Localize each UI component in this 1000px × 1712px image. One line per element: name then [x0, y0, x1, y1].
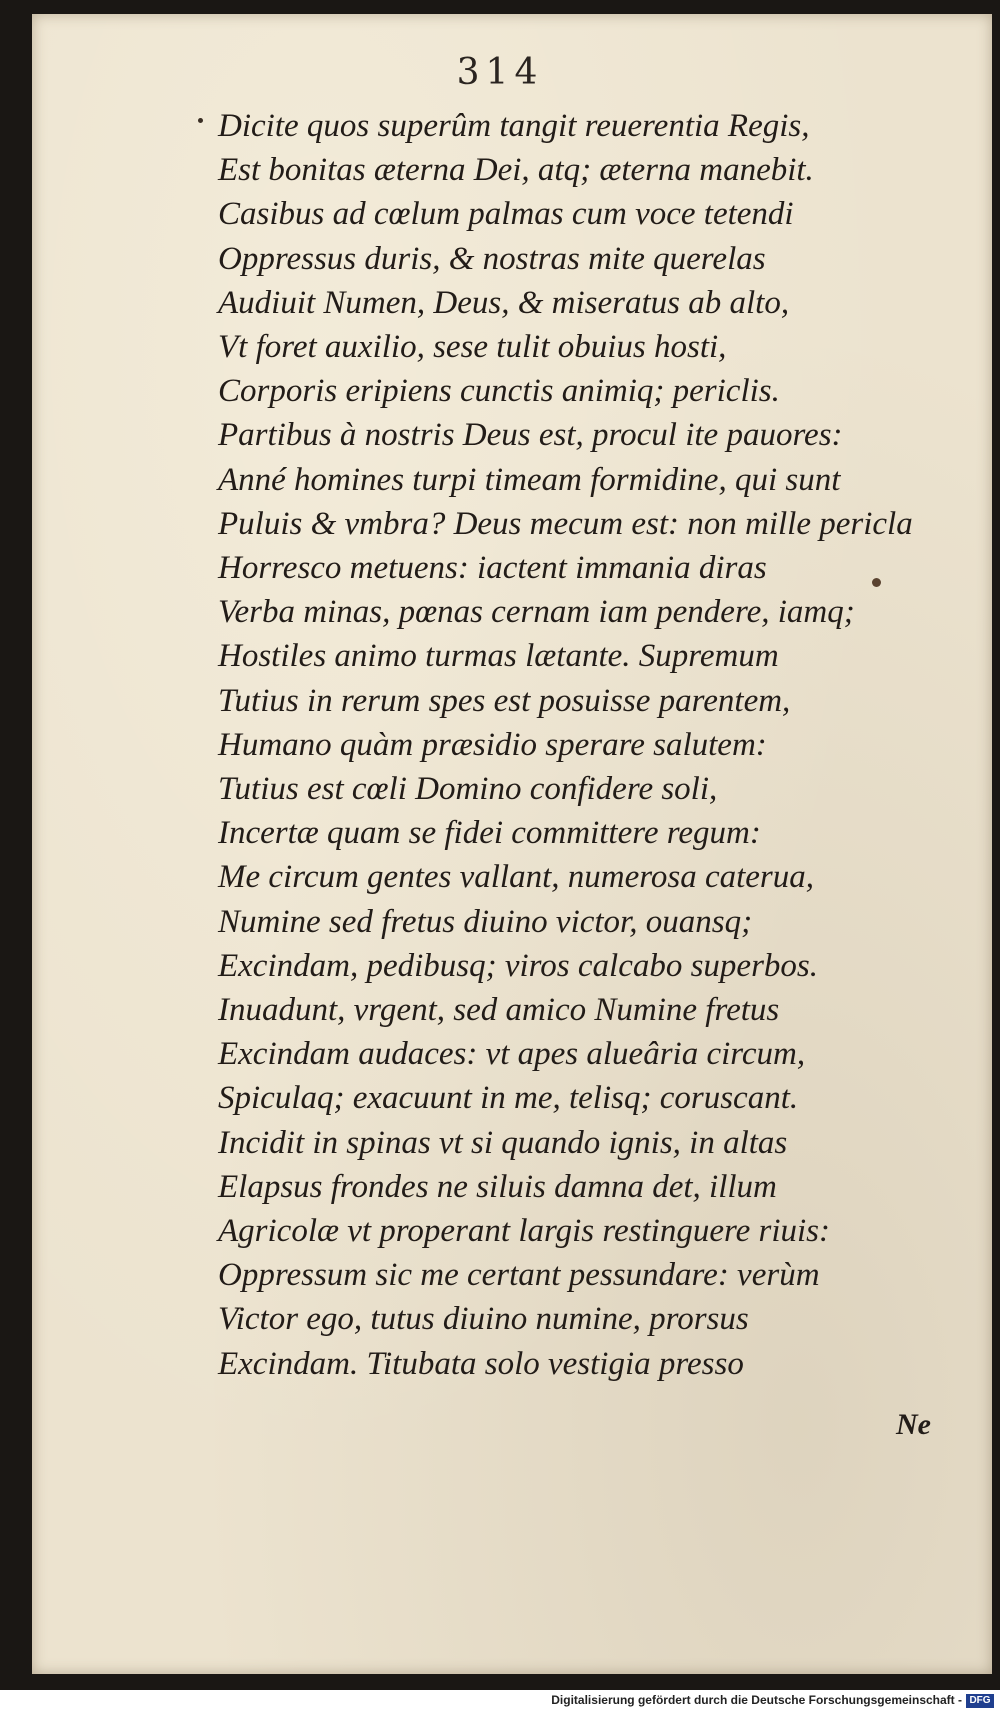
dfg-logo: DFG: [966, 1694, 994, 1708]
verse-line: Puluis & vmbra? Deus mecum est: non mille pericla: [218, 505, 913, 542]
verse-line: Victor ego, tutus diuino numine, prorsus: [218, 1301, 749, 1338]
verse-line: Est bonitas æterna Dei, atq; æterna manebit.: [218, 152, 814, 189]
verse-line: Oppressus duris, & nostras mite querelas: [218, 240, 766, 277]
verse-line: Incidit in spinas vt si quando ignis, in altas: [218, 1124, 788, 1161]
verse-line: Excindam audaces: vt apes alueâria circum,: [218, 1036, 806, 1073]
verse-text: [218, 104, 913, 1386]
verse-line: Dicite quos superûm tangit reuerentia Regis,: [218, 108, 810, 144]
verse-line: Verba minas, pœnas cernam iam pendere, iamq;: [218, 594, 855, 631]
verse-line: Inuadunt, vrgent, sed amico Numine fretus: [218, 992, 780, 1029]
verse-line: Spiculaq; exacuunt in me, telisq; coruscant.: [218, 1080, 799, 1117]
verse-line: Partibus à nostris Deus est, procul ite pauores:: [218, 417, 843, 454]
verse-line: Horresco metuens: iactent immania diras: [218, 550, 767, 587]
verse-line: Oppressum sic me certant pessundare: verùm: [218, 1257, 820, 1294]
verse-line: Agricolæ vt properant largis restinguere riuis:: [218, 1213, 830, 1250]
verse-line: Me circum gentes vallant, numerosa caterua,: [218, 859, 814, 896]
verse-line: Numine sed fretus diuino victor, ouansq;: [218, 903, 753, 940]
catchword: Ne: [896, 1408, 931, 1441]
verse-line: Hostiles animo turmas lætante. Supremum: [218, 638, 779, 675]
verse-line: Tutius in rerum spes est posuisse parentem,: [218, 682, 791, 719]
verse-line: Incertæ quam se fidei committere regum:: [218, 815, 761, 852]
verse-line: Anné homines turpi timeam formidine, qui sunt: [218, 461, 841, 498]
verse-line: Audiuit Numen, Deus, & miseratus ab alto,: [218, 284, 790, 321]
verse-line: Vt foret auxilio, sese tulit obuius hosti,: [218, 329, 727, 366]
verse-line: Excindam. Titubata solo vestigia presso: [218, 1345, 744, 1382]
verse-line: Excindam, pedibusq; viros calcabo superbos.: [218, 947, 819, 984]
verse-line: Corporis eripiens cunctis animiq; periclis.: [218, 373, 780, 410]
funding-credit: Digitalisierung gefördert durch die Deutsche Forschungsgemeinschaft -: [551, 1693, 962, 1707]
verse-line: Tutius est cœli Domino confidere soli,: [218, 771, 718, 808]
ink-mark: [198, 118, 203, 123]
verse-line: Casibus ad cœlum palmas cum voce tetendi: [218, 196, 794, 233]
page-number: 314: [456, 52, 544, 93]
verse-line: Humano quàm præsidio sperare salutem:: [218, 726, 767, 763]
verse-line: Elapsus frondes ne siluis damna det, illum: [218, 1168, 777, 1205]
